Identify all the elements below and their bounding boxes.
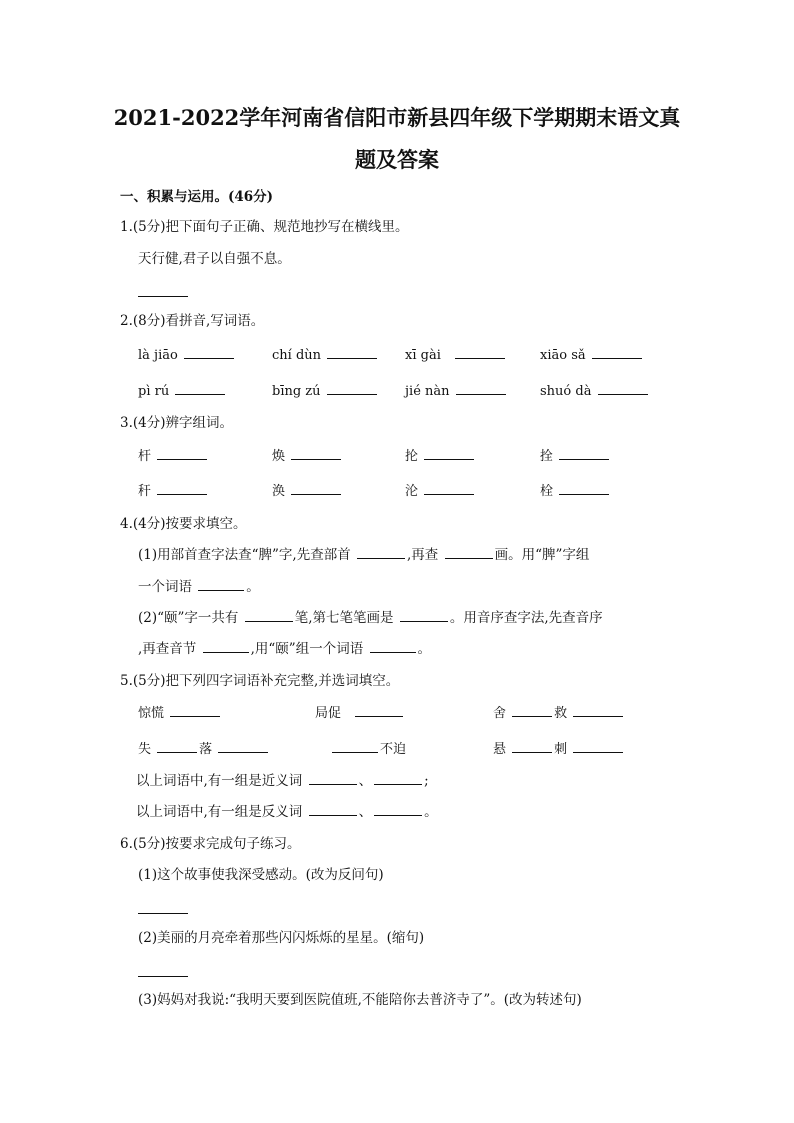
q4-part1-line1: (1)用部首查字法查“脾”字,先查部首 ,再查 画。用“脾”字组 (138, 547, 590, 563)
question-6 (120, 835, 301, 853)
q4-part2-line2: ,再查音节 ,用“颐”组一个词语 。 (138, 641, 431, 657)
char-item: 拴 (540, 447, 611, 466)
answer-blank[interactable] (332, 740, 378, 753)
question-number: 5. (120, 673, 133, 689)
answer-blank[interactable] (198, 578, 244, 591)
idiom-item: 舍 救 (493, 704, 625, 723)
answer-blank[interactable] (374, 803, 422, 816)
question-number: 1. (120, 219, 133, 235)
char-item: 杆 (138, 447, 209, 466)
pinyin-item: chí dùn (272, 346, 379, 365)
answer-blank[interactable] (374, 772, 422, 785)
answer-blank[interactable] (291, 482, 341, 495)
answer-blank[interactable] (138, 913, 188, 914)
char-item: 栓 (540, 482, 611, 501)
question-5 (120, 672, 399, 690)
question-number: 6. (120, 836, 133, 852)
question-number: 2. (120, 313, 133, 329)
answer-blank[interactable] (512, 740, 552, 753)
question-3 (120, 414, 233, 432)
idiom-item: 局促 (315, 704, 405, 723)
char-item: 秆 (138, 482, 209, 501)
answer-blank[interactable] (573, 704, 623, 717)
answer-blank[interactable] (512, 704, 552, 717)
idiom-item: 失 落 (138, 740, 270, 759)
answer-blank[interactable] (138, 976, 188, 977)
char-item: 抡 (405, 447, 476, 466)
exam-title-line2: 题及答案 (355, 147, 439, 172)
answer-blank[interactable] (573, 740, 623, 753)
answer-blank[interactable] (456, 382, 506, 395)
question-text: (8分)看拼音,写词语。 (132, 313, 265, 329)
answer-blank[interactable] (245, 609, 293, 622)
answer-blank[interactable] (424, 447, 474, 460)
answer-blank[interactable] (559, 447, 609, 460)
answer-blank[interactable] (157, 482, 207, 495)
answer-blank[interactable] (357, 546, 405, 559)
q4-part2-line1: (2)“颐”字一共有 笔,第七笔笔画是 。用音序查字法,先查音序 (138, 610, 603, 626)
section-heading: 一、积累与运用。(46分) (120, 189, 274, 205)
question-text: (5分)按要求完成句子练习。 (132, 836, 301, 852)
q4-part1-line2: 一个词语 。 (138, 579, 260, 595)
question-1 (120, 218, 409, 236)
answer-blank[interactable] (309, 803, 357, 816)
idiom-item: 惊慌 (138, 704, 222, 723)
answer-blank[interactable] (355, 704, 403, 717)
exam-title-line1: 2021-2022学年河南省信阳市新县四年级下学期期末语文真 (113, 105, 681, 130)
answer-blank[interactable] (445, 546, 493, 559)
q1-sentence: 天行健,君子以自强不息。 (138, 251, 291, 267)
pinyin-item: bīng zú (272, 382, 379, 401)
answer-blank[interactable] (327, 382, 377, 395)
answer-blank[interactable] (592, 346, 642, 359)
answer-blank[interactable] (455, 346, 505, 359)
answer-blank[interactable] (424, 482, 474, 495)
char-item: 涣 (272, 482, 343, 501)
question-text: (5分)把下面句子正确、规范地抄写在横线里。 (132, 219, 409, 235)
answer-blank[interactable] (291, 447, 341, 460)
char-item: 焕 (272, 447, 343, 466)
answer-blank[interactable] (370, 640, 416, 653)
answer-blank[interactable] (559, 482, 609, 495)
answer-blank[interactable] (157, 447, 207, 460)
pinyin-item: là jiāo (138, 346, 236, 365)
answer-blank[interactable] (175, 382, 225, 395)
answer-blank[interactable] (598, 382, 648, 395)
question-text: (5分)把下列四字词语补充完整,并选词填空。 (132, 673, 400, 689)
question-number: 3. (120, 415, 133, 431)
q6-part2: (2)美丽的月亮牵着那些闪闪烁烁的星星。(缩句) (138, 930, 425, 946)
q6-part1: (1)这个故事使我深受感动。(改为反问句) (138, 867, 384, 883)
pinyin-item: pì rú (138, 382, 227, 401)
answer-blank[interactable] (184, 346, 234, 359)
q5-antonym-line: 以上词语中,有一组是反义词 、 。 (136, 804, 438, 820)
question-number: 4. (120, 516, 133, 532)
answer-blank[interactable] (138, 296, 188, 297)
char-item: 沦 (405, 482, 476, 501)
question-text: (4分)辨字组词。 (132, 415, 234, 431)
idiom-item: 不迫 (330, 740, 406, 759)
answer-blank[interactable] (327, 346, 377, 359)
answer-blank[interactable] (203, 640, 249, 653)
answer-blank[interactable] (170, 704, 220, 717)
answer-blank[interactable] (400, 609, 448, 622)
q6-part3: (3)妈妈对我说:“我明天要到医院值班,不能陪你去普济寺了”。(改为转述句) (138, 992, 582, 1008)
pinyin-item: xī gài (405, 346, 507, 365)
answer-blank[interactable] (157, 740, 197, 753)
answer-blank[interactable] (218, 740, 268, 753)
pinyin-item: xiāo sǎ (540, 346, 644, 365)
pinyin-item: jié nàn (405, 382, 508, 401)
answer-blank[interactable] (309, 772, 357, 785)
q5-synonym-line: 以上词语中,有一组是近义词 、 ; (136, 773, 429, 789)
question-2 (120, 312, 264, 330)
pinyin-item: shuó dà (540, 382, 650, 401)
question-text: (4分)按要求填空。 (132, 516, 247, 532)
question-4 (120, 515, 247, 533)
idiom-item: 悬 刺 (493, 740, 625, 759)
